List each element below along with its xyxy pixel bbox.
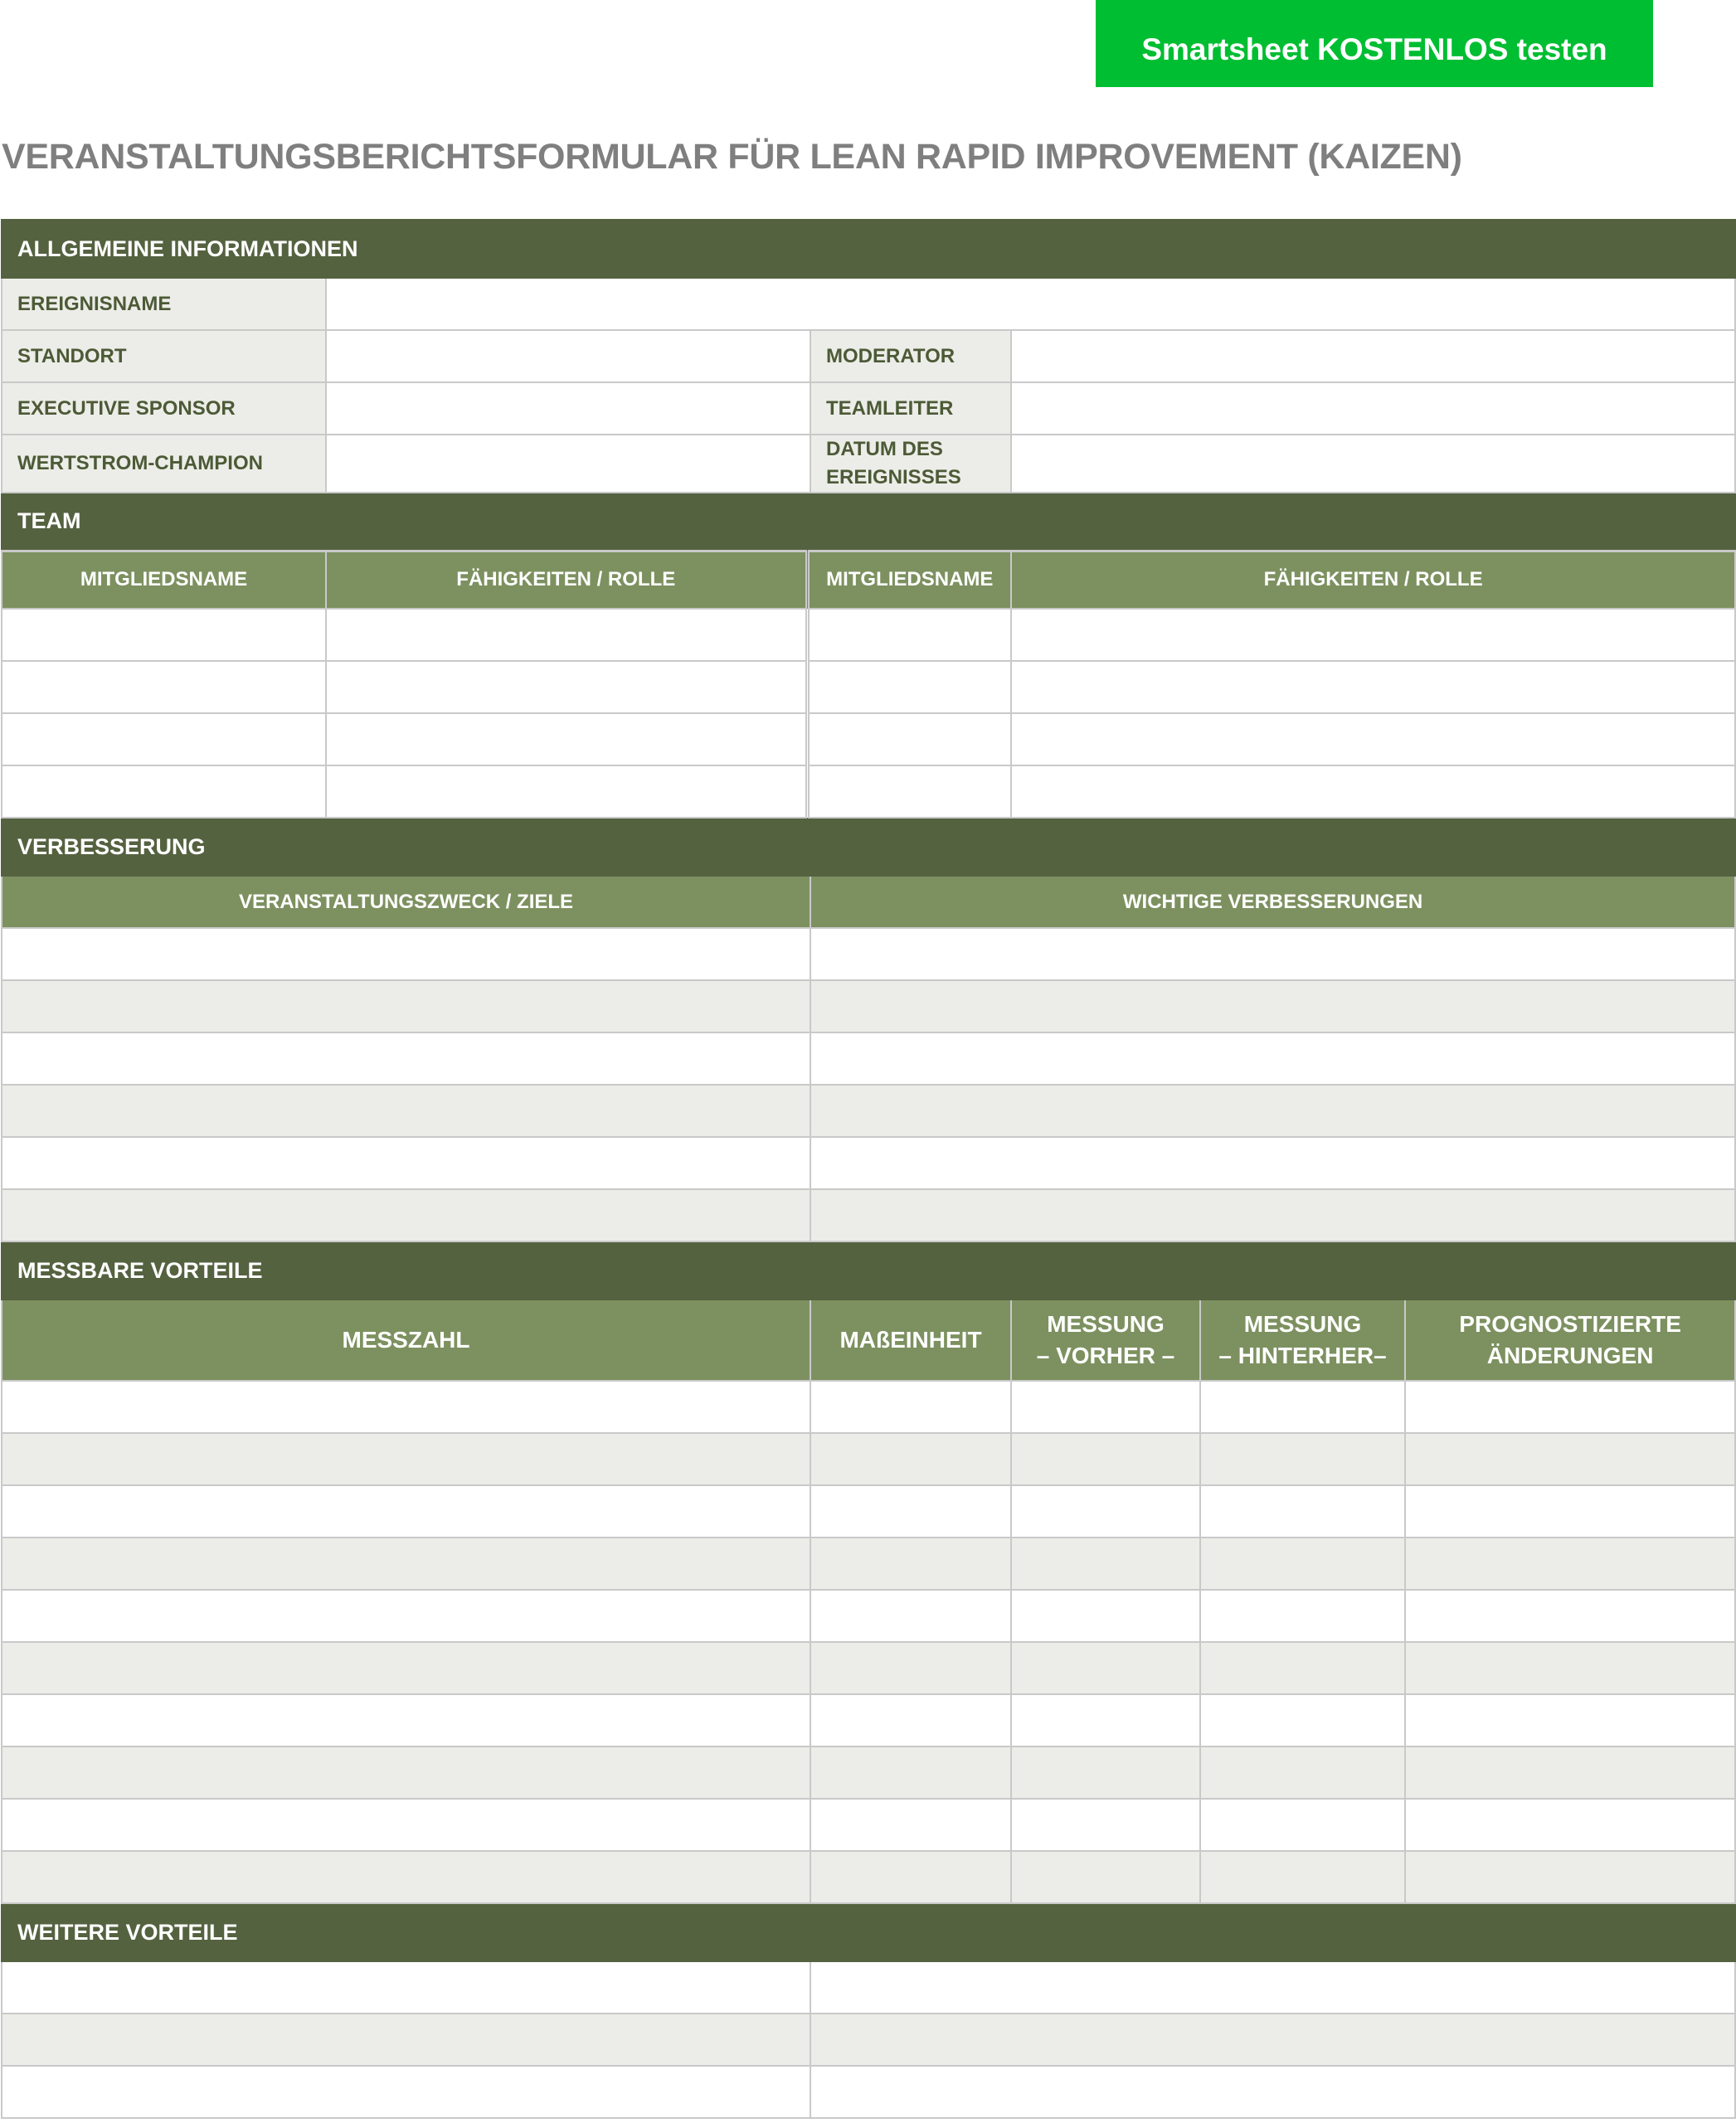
section-general-heading: ALLGEMEINE INFORMATIONEN xyxy=(2,220,1735,278)
team-row xyxy=(2,609,1735,661)
unit-cell[interactable] xyxy=(810,1642,1011,1694)
metric-cell[interactable] xyxy=(2,1799,810,1851)
location-label: STANDORT xyxy=(2,330,326,382)
purpose-goals-cell[interactable] xyxy=(2,1137,810,1189)
section-further-heading: WEITERE VORTEILE xyxy=(2,1903,1735,1961)
key-improvements-cell[interactable] xyxy=(810,928,1735,980)
metric-cell[interactable] xyxy=(2,1381,810,1433)
improvement-row xyxy=(2,928,1735,980)
team-row xyxy=(2,765,1735,818)
executive-sponsor-label: EXECUTIVE SPONSOR xyxy=(2,382,326,435)
before-cell[interactable] xyxy=(1011,1694,1200,1746)
improvement-row xyxy=(2,1032,1735,1085)
skills-role-header-right: FÄHIGKEITEN / ROLLE xyxy=(1011,551,1735,609)
measurable-row xyxy=(2,1746,1735,1799)
projected-cell[interactable] xyxy=(1405,1433,1735,1485)
purpose-goals-cell[interactable] xyxy=(2,980,810,1032)
moderator-field[interactable] xyxy=(1011,330,1735,382)
member-name-cell[interactable] xyxy=(807,609,1011,661)
member-name-cell[interactable] xyxy=(807,713,1011,765)
skills-role-cell[interactable] xyxy=(1011,609,1735,661)
improvement-row xyxy=(2,1189,1735,1241)
before-header-line2: – VORHER – xyxy=(1036,1343,1175,1368)
measurable-row xyxy=(2,1538,1735,1590)
improvement-header-row xyxy=(2,876,1735,928)
further-benefit-cell[interactable] xyxy=(2,2014,810,2066)
after-cell[interactable] xyxy=(1200,1590,1405,1642)
metric-cell[interactable] xyxy=(2,1642,810,1694)
key-improvements-cell[interactable] xyxy=(810,1137,1735,1189)
member-name-cell[interactable] xyxy=(2,609,326,661)
before-header-line1: MESSUNG xyxy=(1047,1311,1165,1338)
info-row-event-name xyxy=(2,278,1735,330)
unit-cell[interactable] xyxy=(810,1381,1011,1433)
metric-cell[interactable] xyxy=(2,1433,810,1485)
unit-cell[interactable] xyxy=(810,1799,1011,1851)
projected-cell[interactable] xyxy=(1405,1746,1735,1799)
info-row-location xyxy=(2,330,1735,382)
measurable-row xyxy=(2,1694,1735,1746)
improvement-row xyxy=(2,1137,1735,1189)
after-cell[interactable] xyxy=(1200,1799,1405,1851)
key-improvements-cell[interactable] xyxy=(810,980,1735,1032)
further-benefit-detail-cell[interactable] xyxy=(810,2066,1735,2118)
further-benefit-cell[interactable] xyxy=(2,2066,810,2118)
after-header-line2: – HINTERHER– xyxy=(1218,1343,1387,1368)
unit-cell[interactable] xyxy=(810,1485,1011,1538)
after-cell[interactable] xyxy=(1200,1381,1405,1433)
event-date-field[interactable] xyxy=(1011,435,1735,493)
purpose-goals-cell[interactable] xyxy=(2,1189,810,1241)
member-name-cell[interactable] xyxy=(2,713,326,765)
further-benefit-detail-cell[interactable] xyxy=(810,2014,1735,2066)
team-lead-field[interactable] xyxy=(1011,382,1735,435)
purpose-goals-header: VERANSTALTUNGSZWECK / ZIELE xyxy=(2,876,810,928)
member-name-header-right: MITGLIEDSNAME xyxy=(807,551,1011,609)
measurable-row xyxy=(2,1642,1735,1694)
before-header xyxy=(1011,1300,1200,1381)
projected-cell[interactable] xyxy=(1405,1485,1735,1538)
purpose-goals-cell[interactable] xyxy=(2,928,810,980)
event-date-label: DATUM DES EREIGNISSES xyxy=(810,435,1011,493)
skills-role-cell[interactable] xyxy=(1011,713,1735,765)
after-cell[interactable] xyxy=(1200,1485,1405,1538)
member-name-cell[interactable] xyxy=(2,765,326,818)
before-cell[interactable] xyxy=(1011,1485,1200,1538)
location-field[interactable] xyxy=(326,330,810,382)
metric-cell[interactable] xyxy=(2,1590,810,1642)
member-name-cell[interactable] xyxy=(807,765,1011,818)
metric-cell[interactable] xyxy=(2,1746,810,1799)
event-name-field[interactable] xyxy=(326,278,1735,330)
projected-cell[interactable] xyxy=(1405,1381,1735,1433)
projected-cell[interactable] xyxy=(1405,1799,1735,1851)
section-general xyxy=(2,220,1735,278)
measurable-row xyxy=(2,1799,1735,1851)
measurable-row xyxy=(2,1485,1735,1538)
event-name-label: EREIGNISNAME xyxy=(2,278,326,330)
after-cell[interactable] xyxy=(1200,1694,1405,1746)
projected-header-line1: PROGNOSTIZIERTE xyxy=(1459,1311,1681,1338)
after-cell[interactable] xyxy=(1200,1642,1405,1694)
section-measurable-heading: MESSBARE VORTEILE xyxy=(2,1241,1735,1300)
team-header-row xyxy=(2,551,1735,609)
info-row-sponsor xyxy=(2,382,1735,435)
further-benefit-cell[interactable] xyxy=(2,1961,810,2014)
skills-role-cell[interactable] xyxy=(326,609,807,661)
unit-cell[interactable] xyxy=(810,1433,1011,1485)
purpose-goals-cell[interactable] xyxy=(2,1085,810,1137)
further-row xyxy=(2,2066,1735,2118)
after-header-line1: MESSUNG xyxy=(1243,1311,1362,1338)
projected-cell[interactable] xyxy=(1405,1851,1735,1903)
page-title: VERANSTALTUNGSBERICHTSFORMULAR FÜR LEAN RAPID IMPROVEMENT (KAIZEN) xyxy=(2,137,1462,177)
report-form xyxy=(1,219,1736,2119)
before-cell[interactable] xyxy=(1011,1590,1200,1642)
team-lead-label: TEAMLEITER xyxy=(810,382,1011,435)
section-improvement xyxy=(2,818,1735,876)
section-team xyxy=(2,493,1735,551)
skills-role-cell[interactable] xyxy=(326,765,807,818)
value-stream-champion-field[interactable] xyxy=(326,435,810,493)
before-cell[interactable] xyxy=(1011,1381,1200,1433)
projected-cell[interactable] xyxy=(1405,1642,1735,1694)
improvement-row xyxy=(2,980,1735,1032)
further-row xyxy=(2,1961,1735,2014)
key-improvements-header: WICHTIGE VERBESSERUNGEN xyxy=(810,876,1735,928)
member-name-cell[interactable] xyxy=(2,661,326,713)
before-cell[interactable] xyxy=(1011,1851,1200,1903)
further-row xyxy=(2,2014,1735,2066)
measurable-header-row xyxy=(2,1300,1735,1381)
further-benefit-detail-cell[interactable] xyxy=(810,1961,1735,2014)
skills-role-cell[interactable] xyxy=(326,661,807,713)
executive-sponsor-field[interactable] xyxy=(326,382,810,435)
before-cell[interactable] xyxy=(1011,1642,1200,1694)
skills-role-cell[interactable] xyxy=(326,713,807,765)
measurable-row xyxy=(2,1433,1735,1485)
before-cell[interactable] xyxy=(1011,1799,1200,1851)
projected-cell[interactable] xyxy=(1405,1694,1735,1746)
metric-cell[interactable] xyxy=(2,1851,810,1903)
value-stream-champion-label: WERTSTROM-CHAMPION xyxy=(2,435,326,493)
projected-cell[interactable] xyxy=(1405,1590,1735,1642)
after-cell[interactable] xyxy=(1200,1851,1405,1903)
section-further xyxy=(2,1903,1735,1961)
unit-cell[interactable] xyxy=(810,1851,1011,1903)
info-row-champion xyxy=(2,435,1735,493)
skills-role-header-left: FÄHIGKEITEN / ROLLE xyxy=(326,551,807,609)
section-improvement-heading: VERBESSERUNG xyxy=(2,818,1735,876)
try-smartsheet-button[interactable]: Smartsheet KOSTENLOS testen xyxy=(1096,0,1653,87)
unit-cell[interactable] xyxy=(810,1694,1011,1746)
section-team-heading: TEAM xyxy=(2,493,1735,551)
metric-cell[interactable] xyxy=(2,1538,810,1590)
skills-role-cell[interactable] xyxy=(1011,765,1735,818)
unit-cell[interactable] xyxy=(810,1590,1011,1642)
after-cell[interactable] xyxy=(1200,1433,1405,1485)
after-cell[interactable] xyxy=(1200,1538,1405,1590)
metric-header: MESSZAHL xyxy=(2,1300,810,1381)
before-cell[interactable] xyxy=(1011,1433,1200,1485)
measurable-row xyxy=(2,1851,1735,1903)
measurable-row xyxy=(2,1590,1735,1642)
unit-cell[interactable] xyxy=(810,1538,1011,1590)
moderator-label: MODERATOR xyxy=(810,330,1011,382)
projected-header xyxy=(1405,1300,1735,1381)
member-name-header-left: MITGLIEDSNAME xyxy=(2,551,326,609)
key-improvements-cell[interactable] xyxy=(810,1085,1735,1137)
purpose-goals-cell[interactable] xyxy=(2,1032,810,1085)
before-cell[interactable] xyxy=(1011,1746,1200,1799)
unit-cell[interactable] xyxy=(810,1746,1011,1799)
after-cell[interactable] xyxy=(1200,1746,1405,1799)
team-row xyxy=(2,713,1735,765)
projected-header-line2: ÄNDERUNGEN xyxy=(1486,1343,1654,1368)
before-cell[interactable] xyxy=(1011,1538,1200,1590)
team-row xyxy=(2,661,1735,713)
member-name-cell[interactable] xyxy=(807,661,1011,713)
key-improvements-cell[interactable] xyxy=(810,1032,1735,1085)
improvement-row xyxy=(2,1085,1735,1137)
section-measurable xyxy=(2,1241,1735,1300)
key-improvements-cell[interactable] xyxy=(810,1189,1735,1241)
skills-role-cell[interactable] xyxy=(1011,661,1735,713)
projected-cell[interactable] xyxy=(1405,1538,1735,1590)
metric-cell[interactable] xyxy=(2,1694,810,1746)
metric-cell[interactable] xyxy=(2,1485,810,1538)
measurable-row xyxy=(2,1381,1735,1433)
after-header xyxy=(1200,1300,1405,1381)
unit-header: MAßEINHEIT xyxy=(810,1300,1011,1381)
